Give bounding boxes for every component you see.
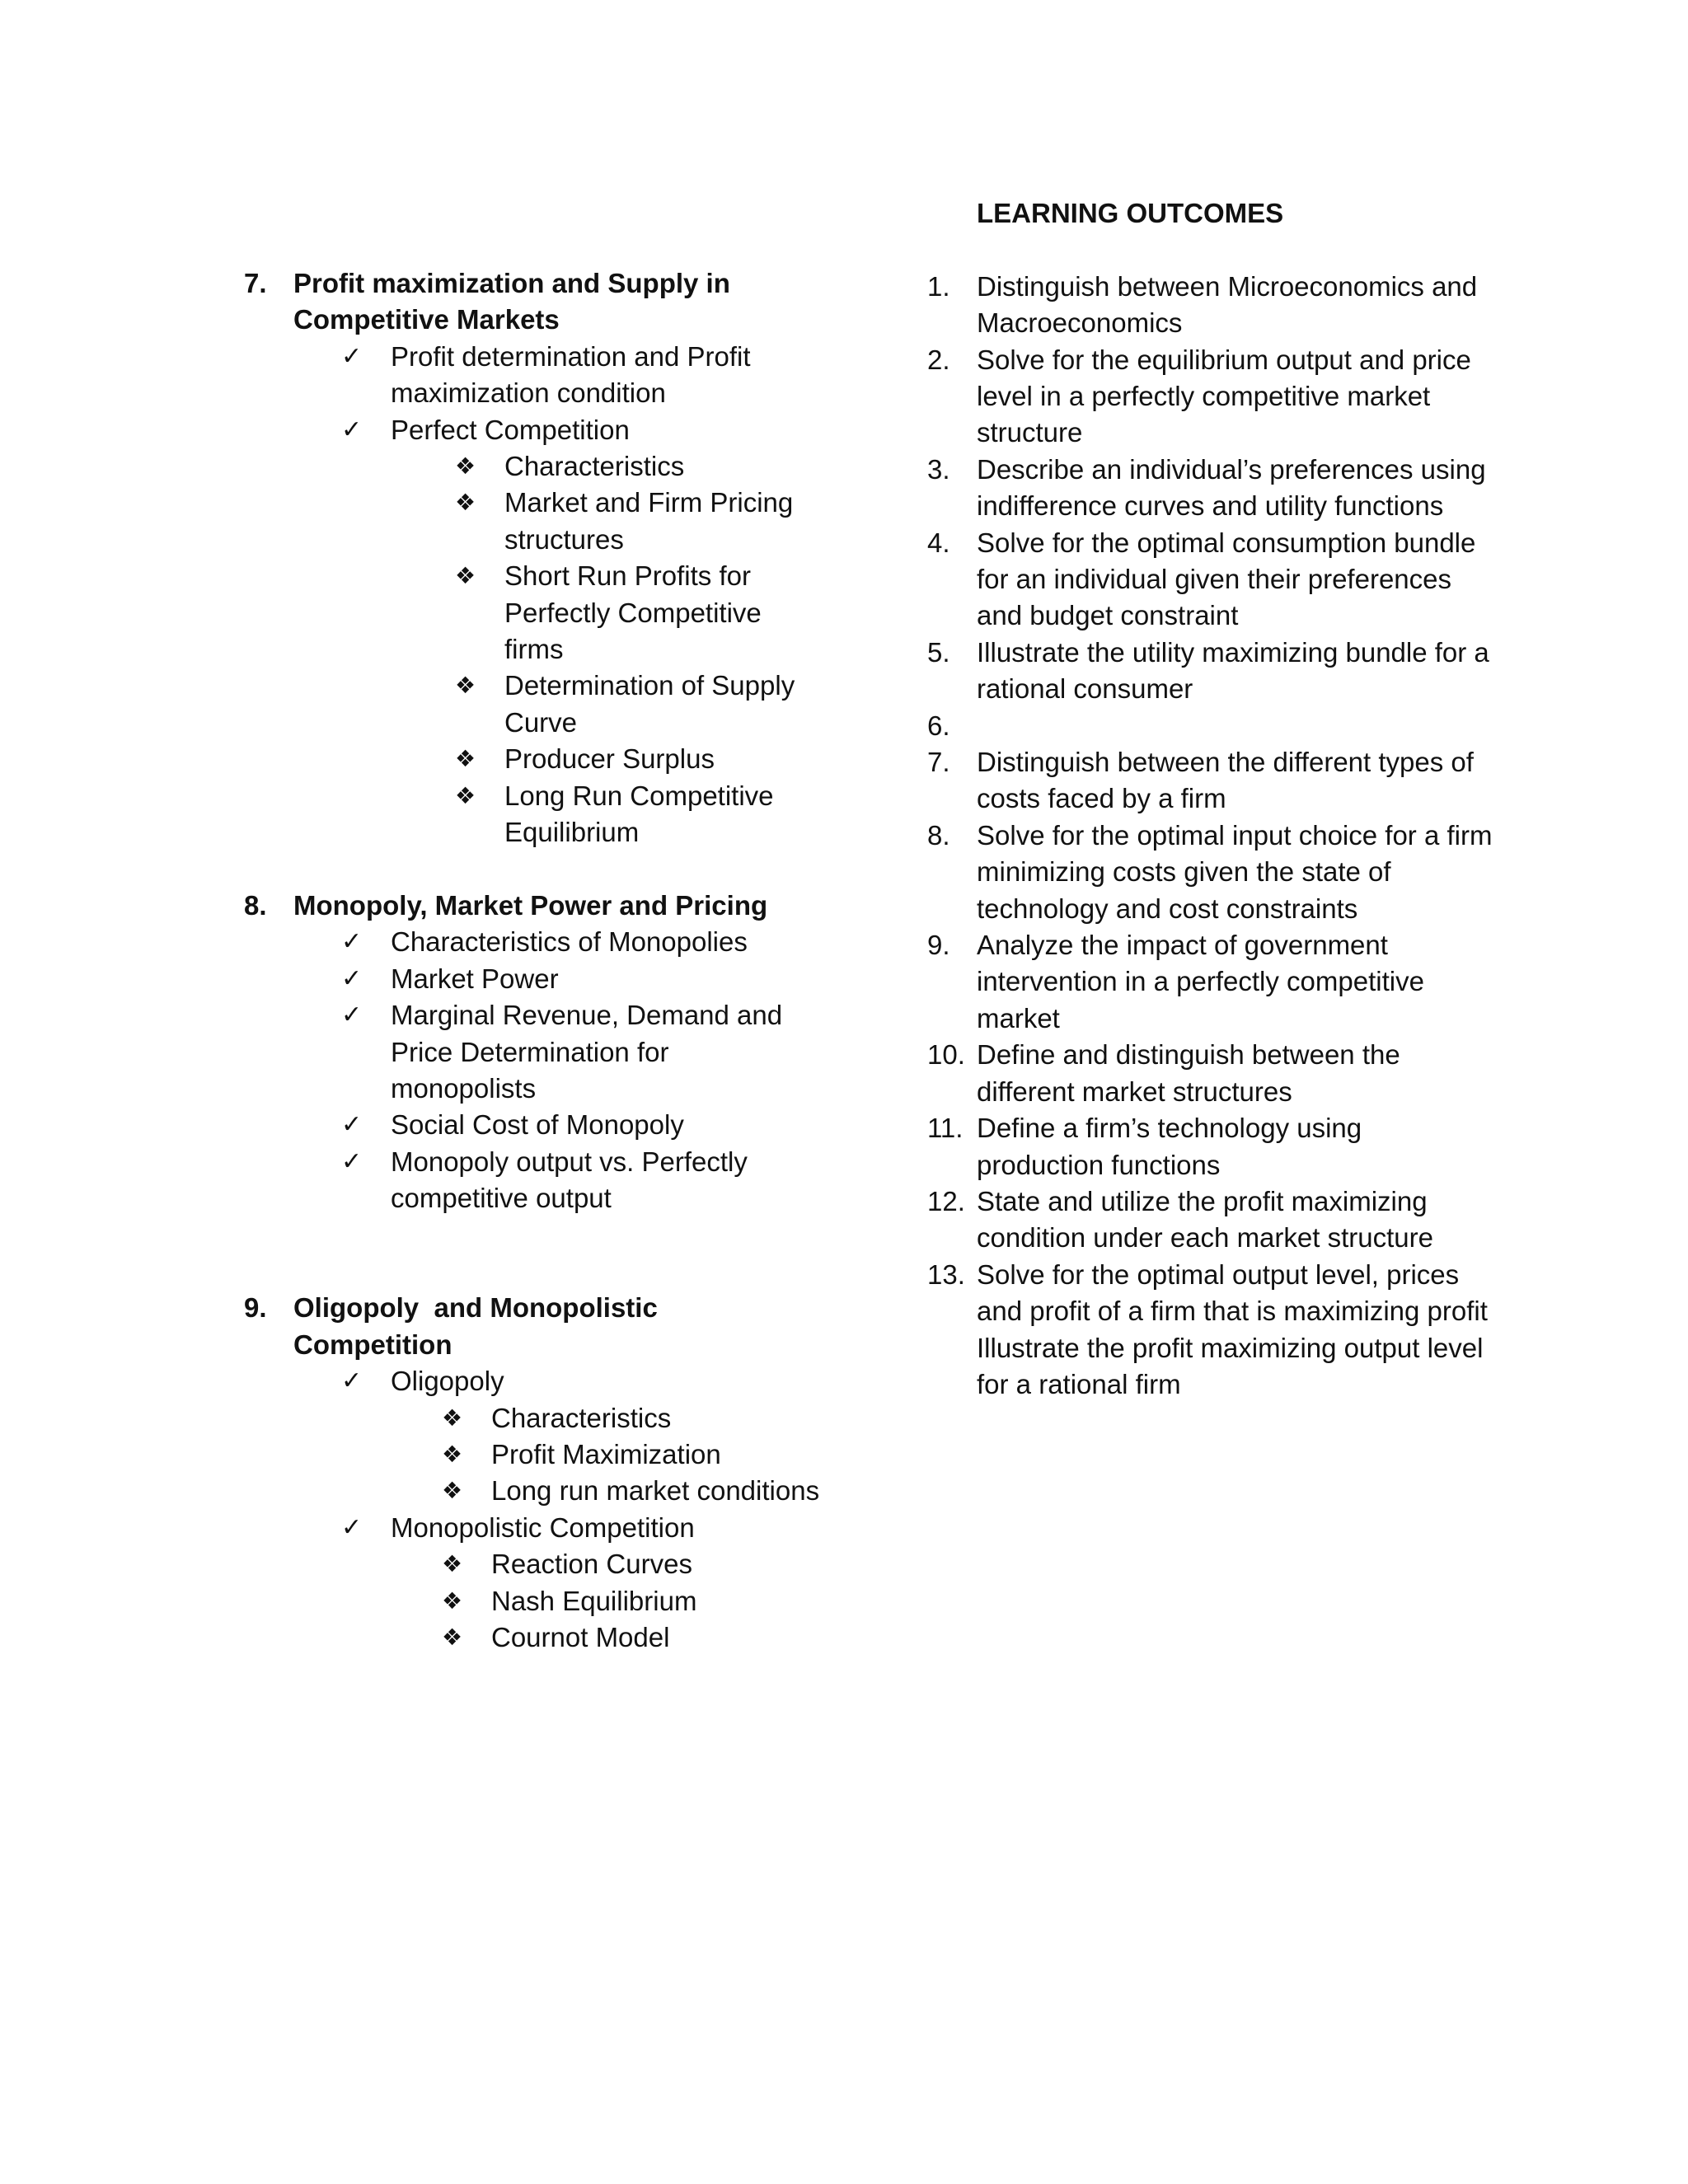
- diamond-bullet-icon: ❖: [455, 452, 476, 480]
- diamond-bullet-icon: ❖: [455, 745, 476, 773]
- check-list-item: [341, 961, 821, 997]
- sub-item-text: Long run market conditions: [491, 1475, 820, 1507]
- sub-item-text: Reaction Curves: [491, 1549, 692, 1580]
- outcome-text: Describe an individual’s preferences using indifference curves and utility functions: [977, 453, 1486, 522]
- outcome-text: State and utilize the profit maximizing condition under each market structure: [977, 1185, 1433, 1254]
- outcome-text: Solve for the optimal consumption bundle for an individual given their preferences and budget constraint: [977, 527, 1476, 631]
- outcome-item: [927, 818, 1496, 927]
- list-item-text: Perfect Competition: [391, 414, 630, 445]
- checkmark-icon: ✓: [341, 963, 363, 993]
- diamond-list-item: [455, 778, 821, 851]
- outcome-number: 5.: [927, 636, 950, 668]
- check-list-item: [341, 924, 821, 960]
- outcome-number: 8.: [927, 819, 950, 851]
- sub-item-text: Market and Firm Pricing structures: [504, 487, 794, 555]
- outcome-text: Define a firm’s technology using production functions: [977, 1113, 1362, 1180]
- outcome-text: Analyze the impact of government intervention in a perfectly competitive market: [977, 930, 1424, 1033]
- topic-section-9: [244, 1290, 821, 1656]
- learning-outcomes-column: [927, 195, 1496, 1403]
- diamond-bullet-icon: ❖: [442, 1550, 463, 1578]
- outcome-item: [927, 1183, 1496, 1257]
- check-list-item: [341, 339, 821, 412]
- outcome-text: Define and distinguish between the different market structures: [977, 1039, 1400, 1107]
- section-heading: [244, 1290, 821, 1363]
- section-title: Monopoly, Market Power and Pricing: [293, 889, 768, 921]
- outcome-number: 1.: [927, 270, 950, 302]
- diamond-list-item: [442, 1400, 821, 1436]
- section-title: Profit maximization and Supply in Competitive Markets: [293, 268, 730, 335]
- diamond-list-item: [442, 1546, 821, 1582]
- check-list-item: [341, 1144, 821, 1217]
- sub-item-text: Profit Maximization: [491, 1438, 721, 1469]
- diamond-bullet-icon: ❖: [455, 489, 476, 517]
- list-item-text: Oligopoly: [391, 1366, 504, 1397]
- outcome-text: Illustrate the utility maximizing bundle for a rational consumer: [977, 636, 1489, 705]
- checkmark-icon: ✓: [341, 341, 363, 371]
- list-item-text: Social Cost of Monopoly: [391, 1109, 684, 1141]
- section-heading: [244, 265, 821, 339]
- topic-section-8: [244, 888, 821, 1217]
- list-item-text: Monopoly output vs. Perfectly competitive output: [391, 1146, 748, 1214]
- outcome-item: [927, 269, 1496, 342]
- sub-item-text: Producer Surplus: [504, 743, 715, 775]
- outcome-item: [927, 342, 1496, 452]
- diamond-bullet-icon: ❖: [442, 1440, 463, 1468]
- section-heading: [244, 888, 821, 924]
- checkmark-icon: ✓: [341, 1512, 363, 1542]
- outcome-text: [977, 708, 1496, 744]
- diamond-bullet-icon: ❖: [442, 1586, 463, 1615]
- diamond-list-item: [442, 1436, 821, 1473]
- section-title: Oligopoly and Monopolistic Competition: [293, 1292, 665, 1360]
- diamond-list-item: [442, 1583, 821, 1619]
- section-number: 8.: [244, 889, 267, 921]
- diamond-bullet-icon: ❖: [442, 1477, 463, 1505]
- list-item-text: Profit determination and Profit maximization condition: [391, 340, 751, 409]
- sub-item-text: Cournot Model: [491, 1622, 670, 1652]
- outcome-trailing-text: Illustrate the profit maximizing output level for a rational firm: [977, 1332, 1484, 1399]
- checkmark-icon: ✓: [341, 1110, 363, 1140]
- diamond-bullet-icon: ❖: [455, 672, 476, 700]
- sub-item-text: Characteristics: [491, 1402, 672, 1433]
- diamond-list-item: [455, 741, 821, 777]
- outcome-item: [927, 1257, 1496, 1330]
- list-item-text: Market Power: [391, 963, 559, 994]
- outcome-text: Solve for the equilibrium output and price level in a perfectly competitive market structure: [977, 344, 1471, 448]
- topic-section-7: [244, 265, 821, 851]
- outcome-number: 12.: [927, 1185, 965, 1216]
- diamond-bullet-icon: ❖: [442, 1624, 463, 1651]
- outcome-item: [927, 1037, 1496, 1110]
- checkmark-icon: ✓: [341, 1001, 363, 1030]
- outcome-item: [927, 525, 1496, 635]
- outcome-item: [927, 927, 1496, 1037]
- sub-item-text: Nash Equilibrium: [491, 1585, 697, 1616]
- outcome-item: [927, 708, 1496, 744]
- checkmark-icon: ✓: [341, 415, 363, 444]
- outcome-text: Distinguish between Microeconomics and Macroeconomics: [977, 270, 1478, 339]
- outcome-number: 10.: [927, 1039, 965, 1071]
- course-topics-column: [244, 265, 821, 1656]
- outcome-number: 9.: [927, 930, 950, 961]
- learning-outcomes-heading: LEARNING OUTCOMES: [977, 198, 1284, 228]
- check-list-item: [341, 997, 821, 1107]
- outcome-number: 6.: [927, 710, 950, 741]
- outcome-number: 3.: [927, 453, 950, 485]
- check-list-item: [341, 1107, 821, 1143]
- diamond-list-item: [455, 558, 821, 668]
- diamond-list-item: [442, 1619, 821, 1656]
- section-number: 9.: [244, 1292, 267, 1324]
- sub-item-text: Long Run Competitive Equilibrium: [504, 780, 774, 848]
- checkmark-icon: ✓: [341, 927, 363, 957]
- check-list-item: [341, 1510, 821, 1546]
- checkmark-icon: ✓: [341, 1366, 363, 1396]
- diamond-list-item: [455, 485, 821, 558]
- outcome-number: 7.: [927, 747, 950, 778]
- diamond-bullet-icon: ❖: [442, 1404, 463, 1432]
- diamond-list-item: [455, 448, 821, 485]
- diamond-list-item: [442, 1473, 821, 1509]
- outcome-item: [927, 1110, 1496, 1183]
- section-number: 7.: [244, 268, 267, 298]
- outcome-text: Distinguish between the different types of costs faced by a firm: [977, 747, 1474, 814]
- blank-line: [244, 1217, 821, 1291]
- check-list-item: [341, 412, 821, 448]
- check-list-item: [341, 1363, 821, 1399]
- outcome-item: [927, 452, 1496, 525]
- outcome-number: 11.: [927, 1113, 964, 1144]
- list-item-text: Marginal Revenue, Demand and Price Determination for monopolists: [391, 1000, 783, 1104]
- outcome-number: 2.: [927, 344, 950, 375]
- outcome-item: [927, 635, 1496, 708]
- outcome-item: [927, 744, 1496, 818]
- list-item-text: Monopolistic Competition: [391, 1511, 695, 1543]
- sub-item-text: Determination of Supply Curve: [504, 670, 795, 738]
- diamond-bullet-icon: ❖: [455, 781, 476, 809]
- outcome-number: 4.: [927, 527, 950, 558]
- diamond-list-item: [455, 668, 821, 741]
- sub-item-text: Characteristics: [504, 451, 685, 482]
- outcome-number: 13.: [927, 1258, 965, 1290]
- blank-line: [244, 851, 821, 888]
- sub-item-text: Short Run Profits for Perfectly Competitive firms: [504, 560, 762, 665]
- outcome-text: Solve for the optimal output level, prices and profit of a firm that is maximizing profit: [977, 1258, 1488, 1327]
- list-item-text: Characteristics of Monopolies: [391, 926, 748, 958]
- diamond-bullet-icon: ❖: [455, 562, 476, 590]
- outcome-text: Solve for the optimal input choice for a firm minimizing costs given the state of technology and cost constraints: [977, 819, 1493, 924]
- checkmark-icon: ✓: [341, 1146, 363, 1176]
